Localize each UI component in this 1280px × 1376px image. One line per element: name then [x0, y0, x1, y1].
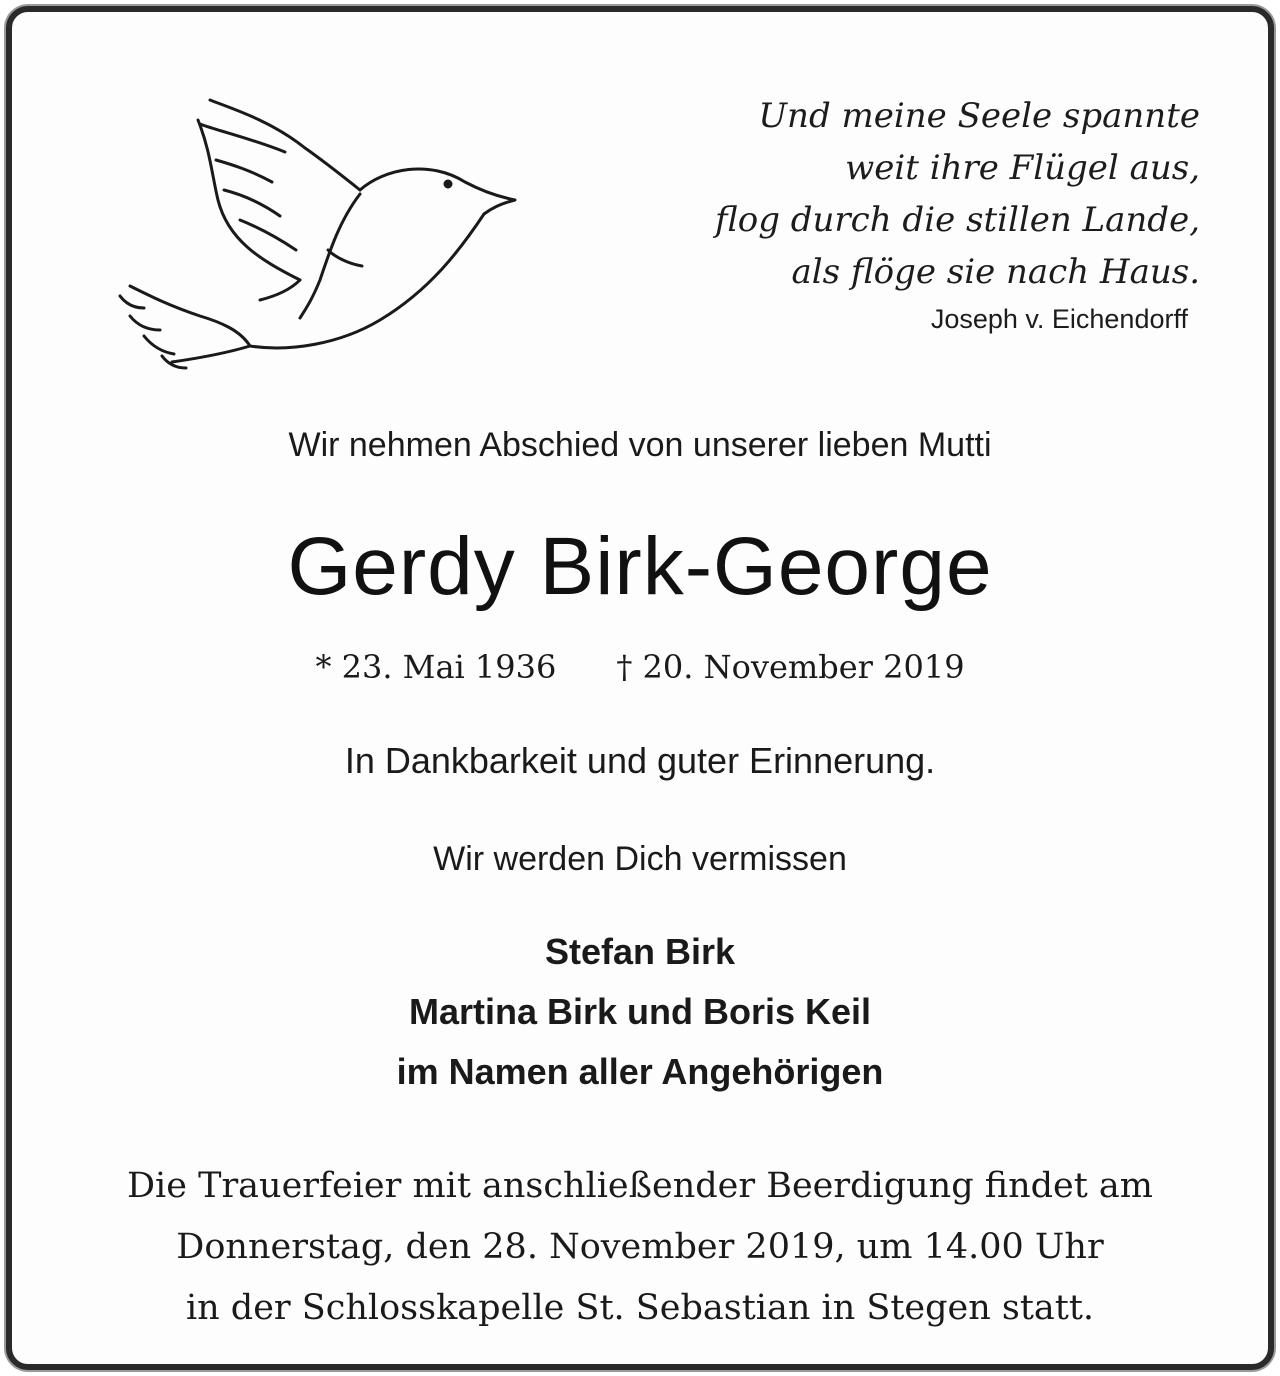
- funeral-details: [12, 1156, 1268, 1339]
- mourner-line: Stefan Birk: [544, 931, 736, 972]
- life-dates: [12, 648, 1268, 686]
- mourner-line: im Namen aller Angehörigen: [396, 1051, 884, 1092]
- funeral-line: Donnerstag, den 28. November 2019, um 14.00 Uhr: [176, 1227, 1104, 1267]
- intro-text: Wir nehmen Abschied von unserer lieben Mutti: [288, 426, 992, 464]
- thanks-text: In Dankbarkeit und guter Erinnerung.: [344, 740, 936, 781]
- poem-line: flog durch die stillen Lande,: [715, 200, 1200, 240]
- poem-line: als flöge sie nach Haus.: [791, 252, 1200, 292]
- poem-line: weit ihre Flügel aus,: [845, 148, 1200, 188]
- poem-author: Joseph v. Eichendorff: [930, 304, 1188, 334]
- obituary-card: [6, 6, 1274, 1370]
- mourner-line: Martina Birk und Boris Keil: [408, 991, 872, 1032]
- funeral-line: Die Trauerfeier mit anschließender Beerdigung findet am: [127, 1166, 1153, 1206]
- poem-line: Und meine Seele spannte: [758, 96, 1200, 136]
- miss-text: Wir werden Dich vermissen: [433, 840, 847, 878]
- death-date: † 20. November 2019: [616, 648, 965, 686]
- dove-icon: [100, 90, 530, 380]
- mourners-list: [12, 922, 1268, 1102]
- deceased-name: Gerdy Birk-George: [287, 521, 993, 612]
- poem: [580, 90, 1200, 298]
- birth-date: * 23. Mai 1936: [315, 648, 557, 686]
- funeral-line: in der Schlosskapelle St. Sebastian in Stegen statt.: [185, 1288, 1095, 1328]
